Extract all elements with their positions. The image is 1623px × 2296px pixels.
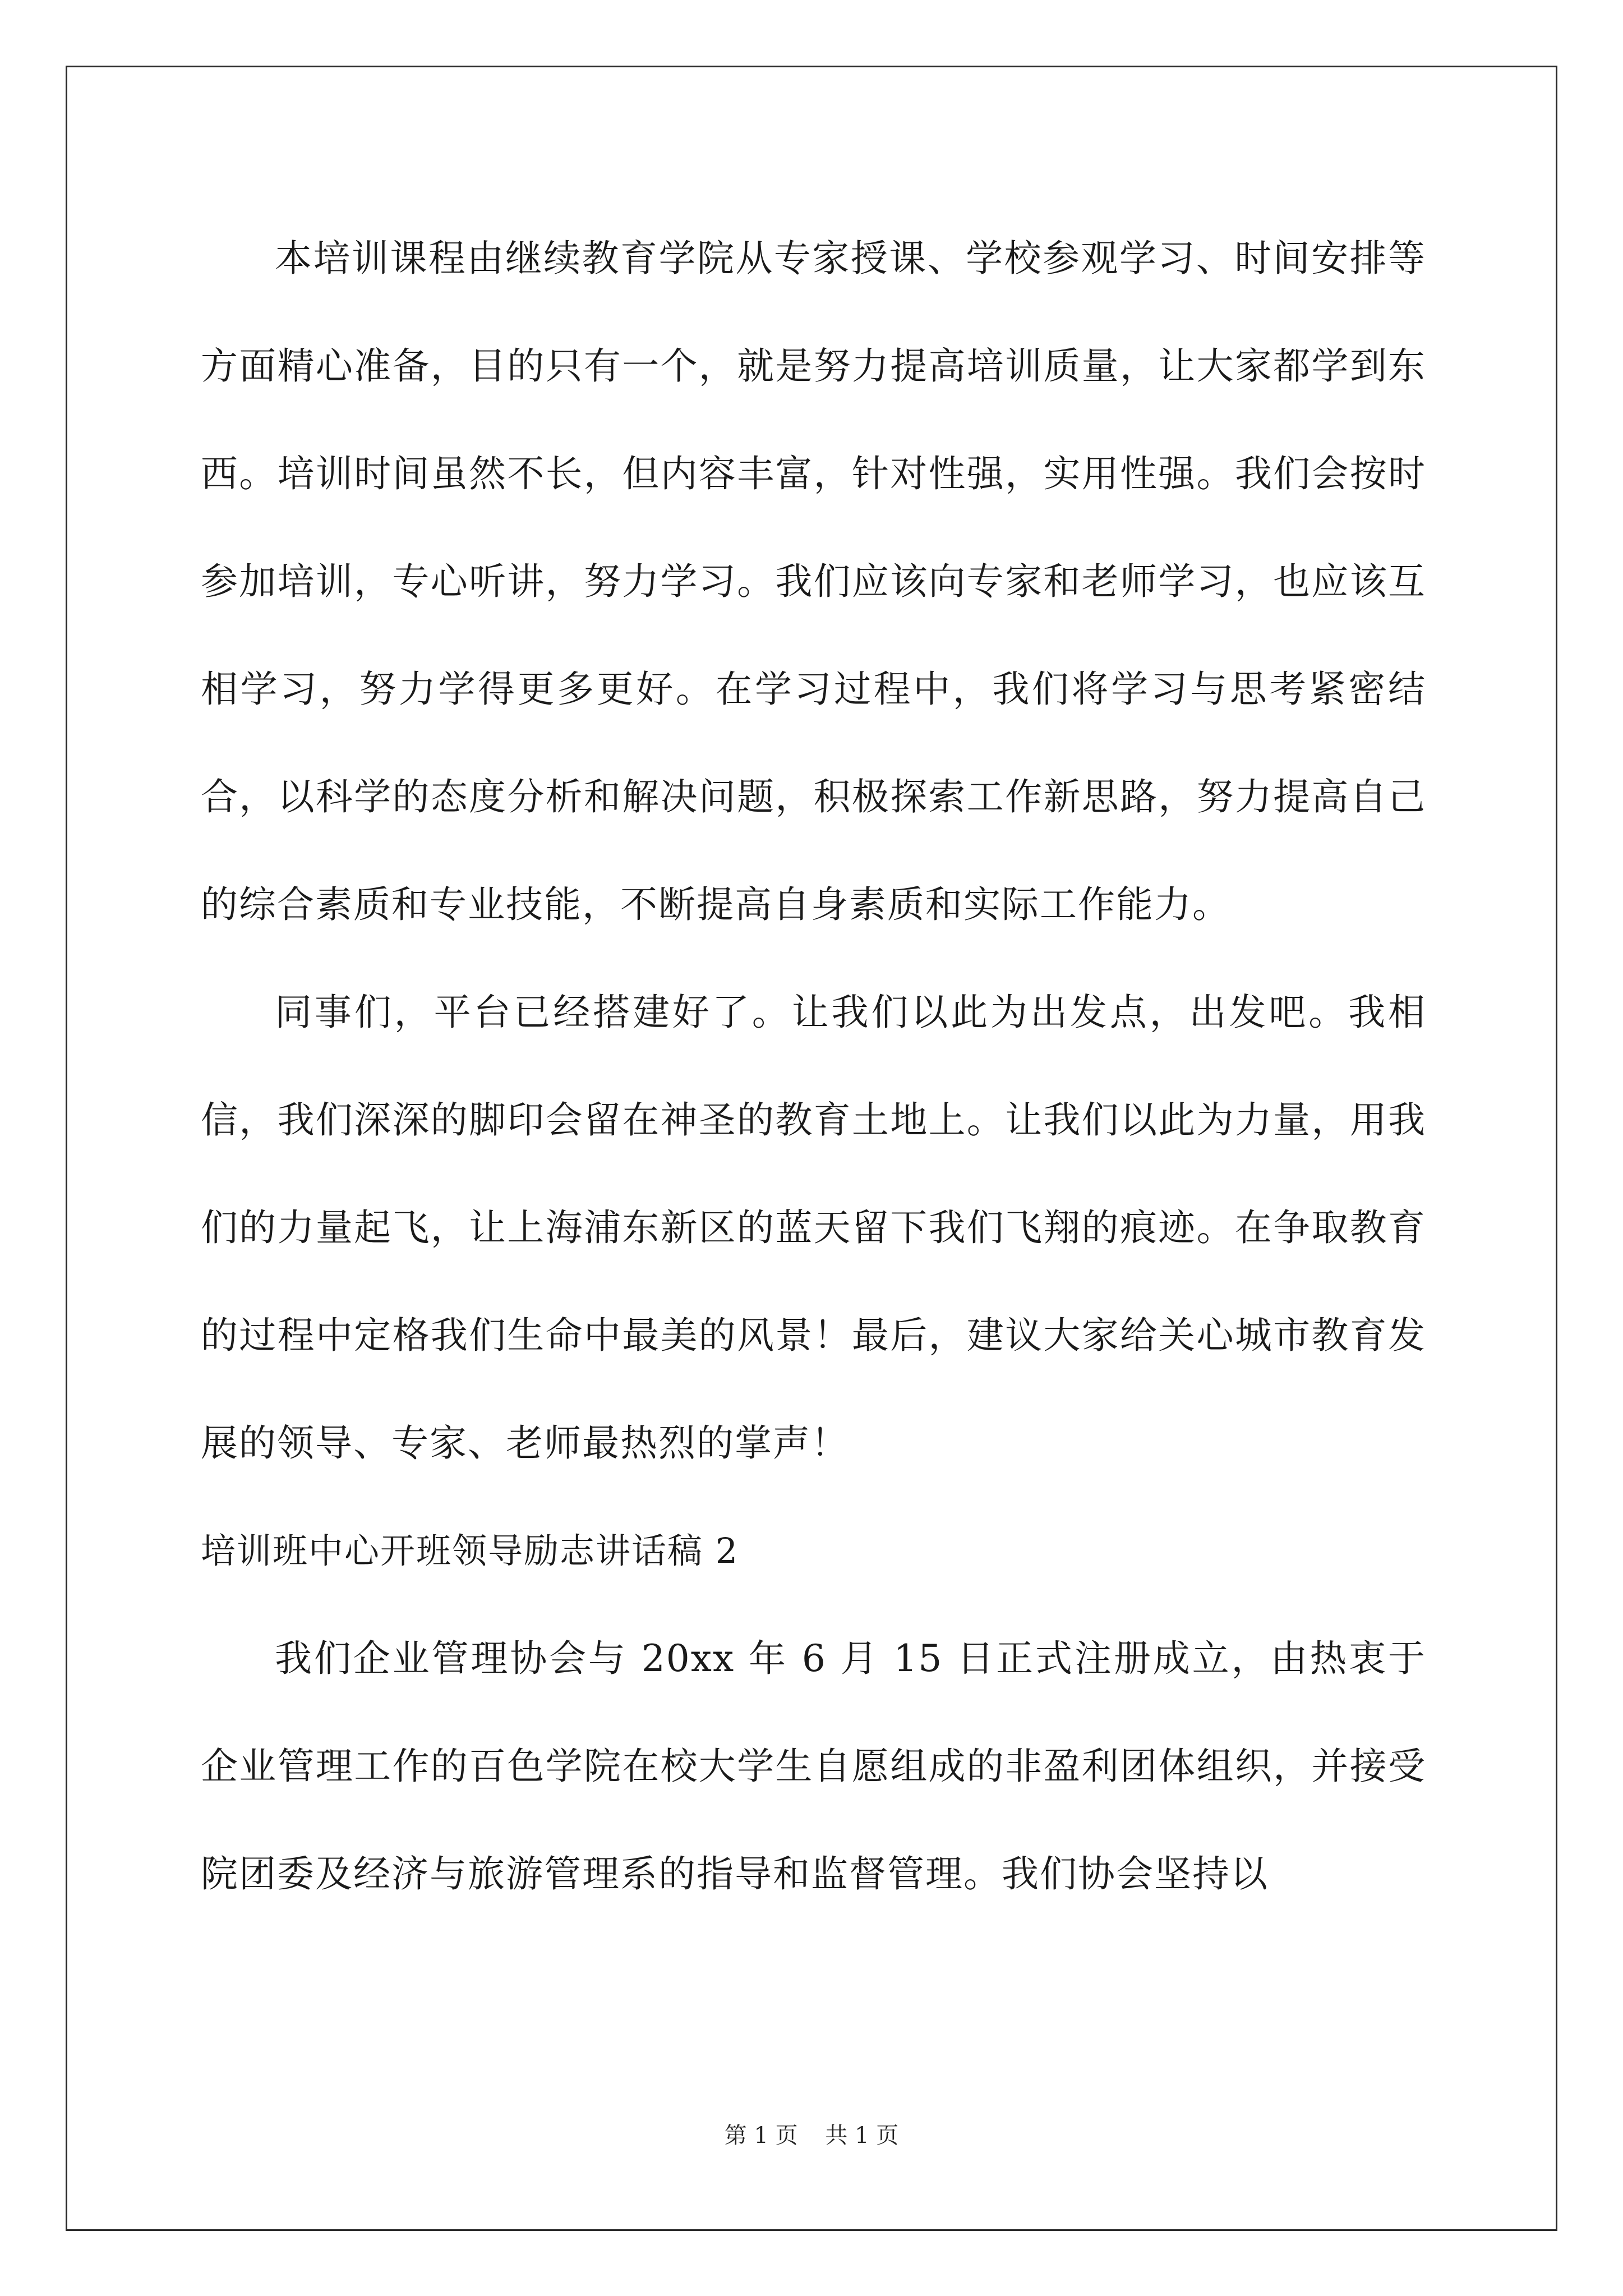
document-body [201, 205, 1426, 1928]
section-heading: 培训班中心开班领导励志讲话稿 2 [201, 1530, 739, 1571]
page-current: 第 1 页 [724, 2123, 798, 2148]
paragraph-3: 我们企业管理协会与 20xx 年 6 月 15 日正式注册成立，由热衷于企业管理工作的百色学院在校大学生自愿组成的非盈利团体组织，并接受院团委及经济与旅游管理系的指导和监督管理。我们协会坚持以 [201, 1637, 1426, 1895]
page-footer [0, 2118, 1623, 2150]
paragraph-2: 同事们，平台已经搭建好了。让我们以此为出发点，出发吧。我相信，我们深深的脚印会留在神圣的教育土地上。让我们以此为力量，用我们的力量起飞，让上海浦东新区的蓝天留下我们飞翔的痕迹。在争取教育的过程中定格我们生命中最美的风景！最后，建议大家给关心城市教育发展的领导、专家、老师最热烈的掌声！ [201, 991, 1426, 1465]
page-total: 共 1 页 [825, 2123, 899, 2148]
paragraph-1: 本培训课程由继续教育学院从专家授课、学校参观学习、时间安排等方面精心准备，目的只有一个，就是努力提高培训质量，让大家都学到东西。培训时间虽然不长，但内容丰富，针对性强，实用性强。我们会按时参加培训，专心听讲，努力学习。我们应该向专家和老师学习，也应该互相学习，努力学得更多更好。在学习过程中，我们将学习与思考紧密结合，以科学的态度分析和解决问题，积极探索工作新思路，努力提高自己的综合素质和专业技能，不断提高自身素质和实际工作能力。 [201, 237, 1426, 926]
